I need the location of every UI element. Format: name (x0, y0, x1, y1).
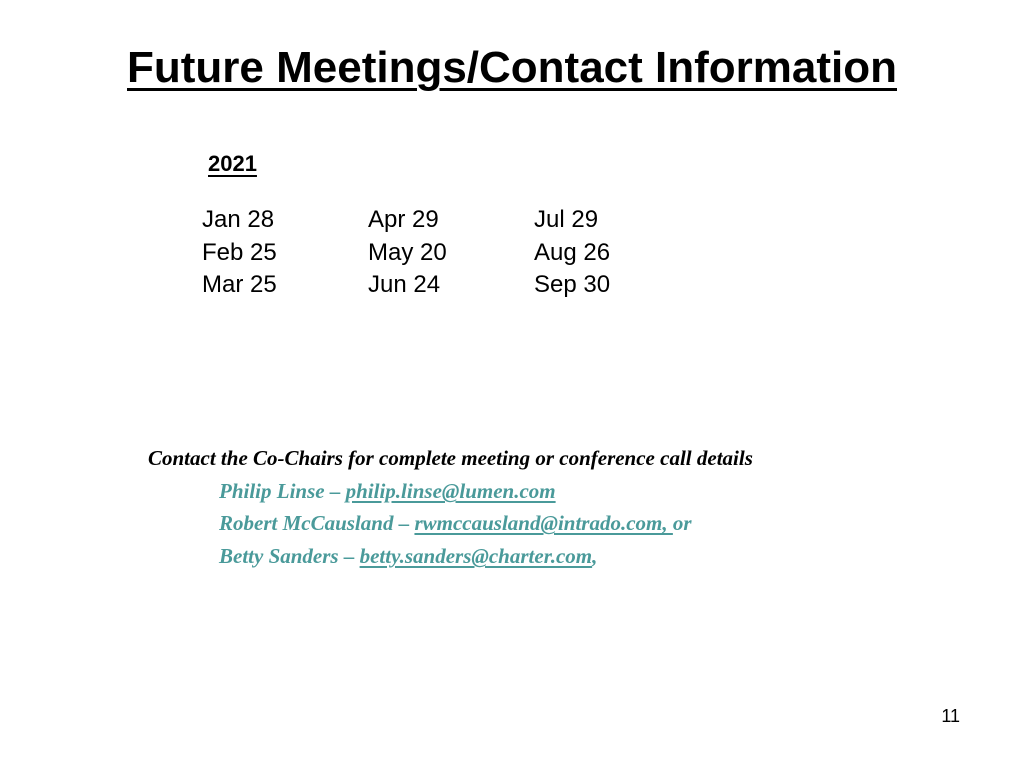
meeting-date: May 20 (368, 238, 447, 266)
contact-suffix: , (592, 544, 598, 568)
meeting-date: Aug 26 (534, 238, 611, 266)
meeting-date: Sep 30 (534, 271, 611, 298)
contact-name: Philip Linse – (219, 479, 346, 503)
date-column-2 (368, 204, 447, 302)
contact-name: Robert McCausland – (219, 511, 415, 535)
contact-heading: Contact the Co-Chairs for complete meeting or conference call details (148, 446, 753, 470)
contact-name: Betty Sanders – (219, 544, 360, 568)
meeting-date: Jul 29 (534, 206, 599, 233)
email-link-linse[interactable]: philip.linse@lumen.com (345, 479, 556, 503)
page-number: 11 (941, 706, 960, 726)
meeting-date: Jun 24 (368, 271, 441, 298)
contact-suffix: or (672, 511, 692, 535)
contact-line-sanders (219, 542, 597, 570)
meeting-date: Jan 28 (202, 206, 275, 233)
date-column-3 (534, 204, 610, 302)
meeting-date: Apr 29 (368, 206, 439, 233)
date-column-1 (202, 204, 277, 302)
email-link-sanders[interactable]: betty.sanders@charter.com (359, 544, 593, 568)
contact-line-mccausland (219, 509, 692, 537)
meeting-date: Mar 25 (202, 271, 277, 298)
email-link-mccausland[interactable]: rwmccausland@intrado.com, (414, 511, 673, 535)
contact-line-linse (219, 477, 556, 505)
slide-title-text: Future Meetings/Contact Information (127, 43, 897, 92)
meeting-date: Feb 25 (202, 238, 277, 266)
slide-title (0, 40, 1024, 96)
meeting-year: 2021 (208, 151, 257, 176)
